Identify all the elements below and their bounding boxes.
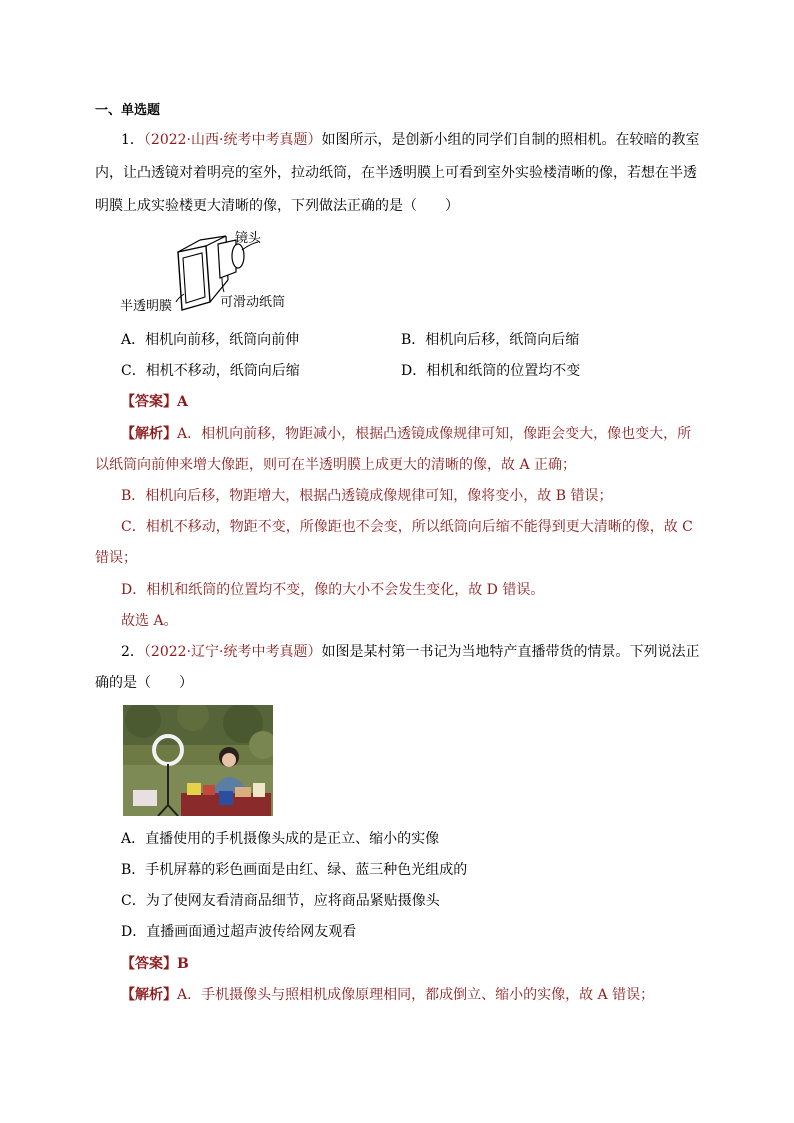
question-2-stem-2: 确的是（ ） xyxy=(95,675,193,691)
label-lens: 镜头 xyxy=(235,231,262,246)
leader-film xyxy=(176,294,184,302)
question-1-analysis-6: D．相机和纸筒的位置均不变，像的大小不会发生变化，故 D 错误。 xyxy=(121,582,545,598)
question-1-option-b: B．相机向后移，纸筒向后缩 xyxy=(401,332,580,348)
question-1-stem-1: 如图所示，是创新小组的同学们自制的照相机。在较暗的教室 xyxy=(321,132,700,148)
question-1-line-1 xyxy=(121,130,699,150)
question-2-source: （2022·辽宁·统考中考真题） xyxy=(143,644,322,660)
livestream-photo xyxy=(123,705,273,816)
question-1-option-a: A．相机向前移，纸筒向前伸 xyxy=(121,332,300,348)
question-2-number: 2． xyxy=(121,644,144,660)
answer-label: 【答案】 xyxy=(121,394,177,410)
question-1-analysis-5: 错误； xyxy=(95,550,137,566)
camera-diagram-svg xyxy=(118,222,318,316)
question-2-option-c: C．为了使网友看清商品细节，应将商品紧贴摄像头 xyxy=(121,893,440,909)
question-1-option-d: D．相机和纸筒的位置均不变 xyxy=(401,363,581,379)
label-film: 半透明膜 xyxy=(120,299,173,314)
question-1-stem-2: 内，让凸透镜对着明亮的室外，拉动纸筒，在半透明膜上可看到室外实验楼清晰的像，若想在半透 xyxy=(95,165,697,181)
question-2-line-1 xyxy=(121,642,699,662)
question-1-option-c: C．相机不移动，纸筒向后缩 xyxy=(121,363,300,379)
question-1-analysis-3: B．相机向后移，物距增大，根据凸透镜成像规律可知，像将变小，故 B 错误； xyxy=(121,488,613,504)
question-2-analysis-1 xyxy=(121,985,654,1005)
answer-label: 【答案】 xyxy=(121,956,177,972)
question-1-analysis-4: C．相机不移动，物距不变，所像距也不会变，所以纸筒向后缩不能得到更大清晰的像，故 C xyxy=(121,519,693,535)
question-1-number: 1． xyxy=(121,132,144,148)
camera-diagram xyxy=(118,222,318,316)
question-1-stem-3: 明膜上成实验楼更大清晰的像，下列做法正确的是（ ） xyxy=(95,198,459,214)
question-2-answer xyxy=(121,954,189,974)
label-tube: 可滑动纸筒 xyxy=(220,295,286,310)
livestream-photo-svg xyxy=(123,705,273,816)
question-2-option-b: B．手机屏幕的彩色画面是由红、绿、蓝三种色光组成的 xyxy=(121,862,468,878)
answer-value: A xyxy=(177,394,188,410)
analysis-label: 【解析】 xyxy=(121,426,177,442)
question-2-stem-1: 如图是某村第一书记为当地特产直播带货的情景。下列说法正 xyxy=(321,644,700,660)
question-1-conclusion: 故选 A。 xyxy=(121,613,178,629)
lens xyxy=(232,244,244,268)
question-1-answer xyxy=(121,392,188,412)
analysis-label: 【解析】 xyxy=(121,987,177,1003)
question-2-option-a: A．直播使用的手机摄像头成的是正立、缩小的实像 xyxy=(121,831,440,847)
question-1-analysis-2: 以纸筒向前伸来增大像距，则可在半透明膜上成更大的清晰的像，故 A 正确； xyxy=(95,457,577,473)
film-frame-inner xyxy=(183,253,205,303)
analysis-text: A．手机摄像头与照相机成像原理相同，都成倒立、缩小的实像，故 A 错误； xyxy=(177,987,655,1003)
analysis-text: A．相机向前移，物距减小，根据凸透镜成像规律可知，像距会变大，像也变大，所 xyxy=(177,426,692,442)
question-1-source: （2022·山西·统考中考真题） xyxy=(143,132,322,148)
question-2-option-d: D．直播画面通过超声波传给网友观看 xyxy=(121,924,357,940)
answer-value: B xyxy=(177,956,189,972)
section-heading: 一、单选题 xyxy=(95,103,161,118)
question-1-analysis-1 xyxy=(121,424,691,444)
